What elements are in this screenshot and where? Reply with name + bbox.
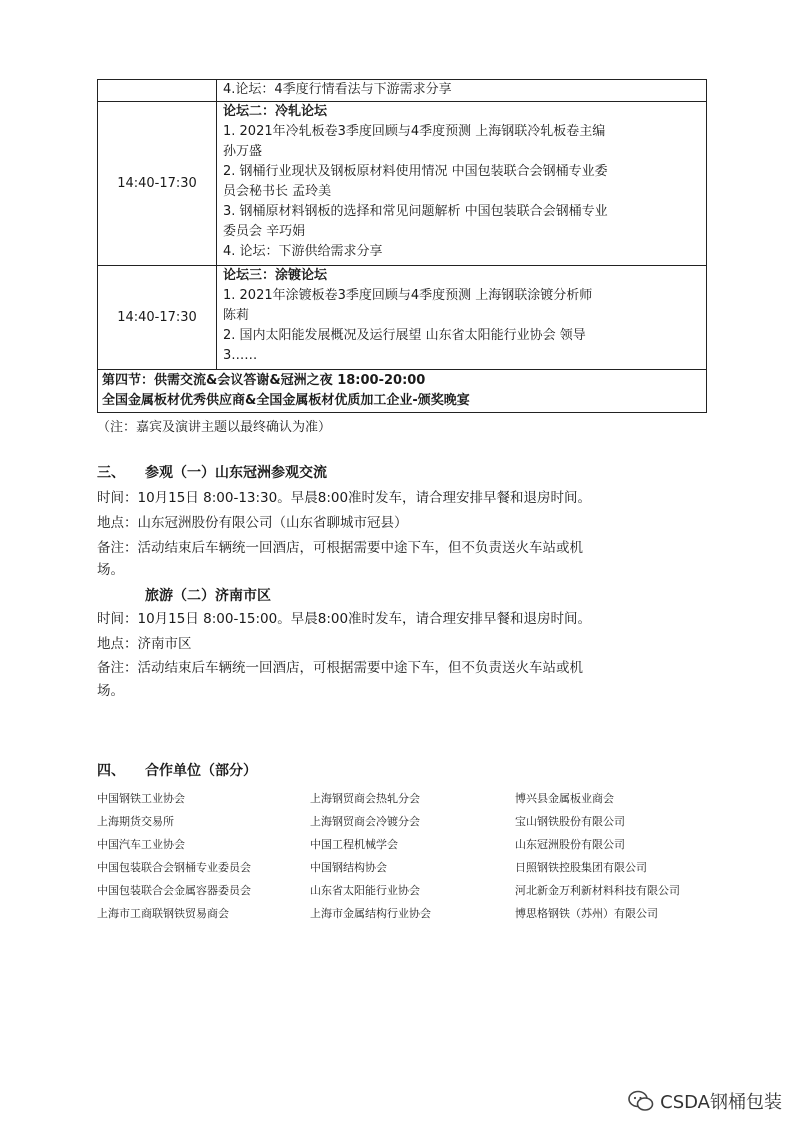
partner-item: 上海钢贸商会热轧分会 bbox=[310, 792, 420, 805]
award-dinner-heading: 全国金属板材优秀供应商&全国金属板材优质加工企业-颁奖晚宴 bbox=[102, 393, 470, 408]
tour-time: 时间：10月15日 8:00-15:00。早晨8:00准时发车，请合理安排早餐和退房时间。 bbox=[97, 611, 592, 627]
schedule-table bbox=[97, 79, 707, 413]
schedule-row bbox=[98, 370, 707, 413]
partner-item: 河北新金万利新材料科技有限公司 bbox=[515, 884, 680, 897]
visit-time: 时间：10月15日 8:00-13:30。早晨8:00准时发车，请合理安排早餐和退房时间。 bbox=[97, 490, 592, 506]
section-number: 四、 bbox=[97, 763, 125, 779]
partner-item: 中国汽车工业协会 bbox=[97, 838, 185, 851]
schedule-line: 委员会 辛巧娟 bbox=[223, 224, 306, 239]
schedule-line: 1. 2021年涂镀板卷3季度回顾与4季度预测 上海钢联涂镀分析师 bbox=[223, 288, 593, 303]
partner-item: 中国包装联合会钢桶专业委员会 bbox=[97, 861, 251, 874]
visit-remark-cont: 场。 bbox=[97, 562, 124, 578]
schedule-line: 4. 论坛：下游供给需求分享 bbox=[223, 244, 383, 259]
partner-item: 博思格钢铁（苏州）有限公司 bbox=[515, 907, 658, 920]
partner-item: 山东省太阳能行业协会 bbox=[310, 884, 420, 897]
watermark-text: CSDA钢桶包装 bbox=[660, 1092, 782, 1113]
schedule-content-cell bbox=[217, 80, 707, 102]
evening-session-cell bbox=[98, 370, 707, 413]
partner-item: 中国工程机械学会 bbox=[310, 838, 398, 851]
session-four-heading: 第四节：供需交流&会议答谢&冠洲之夜 18:00-20:00 bbox=[102, 373, 426, 388]
schedule-row bbox=[98, 266, 707, 370]
schedule-line: 员会秘书长 孟玲美 bbox=[223, 184, 332, 199]
partner-item: 中国包装联合会金属容器委员会 bbox=[97, 884, 251, 897]
schedule-row bbox=[98, 102, 707, 266]
schedule-line: 3…… bbox=[223, 348, 258, 363]
tour-place: 地点：济南市区 bbox=[97, 636, 192, 652]
partner-item: 宝山钢铁股份有限公司 bbox=[515, 815, 625, 828]
schedule-line: 2. 钢桶行业现状及钢板原材料使用情况 中国包装联合会钢桶专业委 bbox=[223, 164, 608, 179]
partner-item: 上海市工商联钢铁贸易商会 bbox=[97, 907, 229, 920]
section-four-heading bbox=[97, 760, 257, 780]
schedule-time-cell: 14:40-17:30 bbox=[98, 102, 217, 266]
partner-item: 上海市金属结构行业协会 bbox=[310, 907, 431, 920]
schedule-line: 陈莉 bbox=[223, 308, 250, 323]
tour-remark-cont: 场。 bbox=[97, 683, 124, 699]
schedule-line: 1. 2021年冷轧板卷3季度回顾与4季度预测 上海钢联冷轧板卷主编 bbox=[223, 124, 606, 139]
section-number: 三、 bbox=[97, 465, 125, 481]
partner-item: 山东冠洲股份有限公司 bbox=[515, 838, 625, 851]
schedule-line: 2. 国内太阳能发展概况及运行展望 山东省太阳能行业协会 领导 bbox=[223, 328, 586, 343]
partner-item: 日照钢铁控股集团有限公司 bbox=[515, 861, 647, 874]
schedule-row bbox=[98, 80, 707, 102]
section-title: 参观（一）山东冠洲参观交流 bbox=[145, 465, 327, 481]
wechat-icon bbox=[628, 1090, 654, 1112]
schedule-content-cell bbox=[217, 102, 707, 266]
account-watermark bbox=[628, 1088, 782, 1114]
visit-remark: 备注：活动结束后车辆统一回酒店，可根据需要中途下车，但不负责送火车站或机 bbox=[97, 540, 583, 556]
partner-item: 中国钢结构协会 bbox=[310, 861, 387, 874]
partner-item: 中国钢铁工业协会 bbox=[97, 792, 185, 805]
section-title: 合作单位（部分） bbox=[145, 763, 257, 779]
forum-title: 论坛三：涂镀论坛 bbox=[223, 268, 328, 283]
confirmation-note: （注：嘉宾及演讲主题以最终确认为准） bbox=[97, 420, 332, 435]
forum-title: 论坛二：冷轧论坛 bbox=[223, 104, 328, 119]
tour-remark: 备注：活动结束后车辆统一回酒店，可根据需要中途下车，但不负责送火车站或机 bbox=[97, 660, 583, 676]
partner-item: 上海期货交易所 bbox=[97, 815, 174, 828]
tour-heading: 旅游（二）济南市区 bbox=[145, 588, 271, 604]
visit-place: 地点：山东冠洲股份有限公司（山东省聊城市冠县） bbox=[97, 515, 408, 531]
partner-item: 上海钢贸商会冷镀分会 bbox=[310, 815, 420, 828]
schedule-time-cell: 14:40-17:30 bbox=[98, 266, 217, 370]
schedule-time-cell bbox=[98, 80, 217, 102]
partner-list bbox=[97, 790, 717, 923]
schedule-line: 4.论坛：4季度行情看法与下游需求分享 bbox=[223, 82, 452, 97]
schedule-content-cell bbox=[217, 266, 707, 370]
partner-item: 博兴县金属板业商会 bbox=[515, 792, 614, 805]
schedule-line: 孙万盛 bbox=[223, 144, 263, 159]
section-three-heading bbox=[97, 462, 327, 482]
schedule-line: 3. 钢桶原材料钢板的选择和常见问题解析 中国包装联合会钢桶专业 bbox=[223, 204, 608, 219]
